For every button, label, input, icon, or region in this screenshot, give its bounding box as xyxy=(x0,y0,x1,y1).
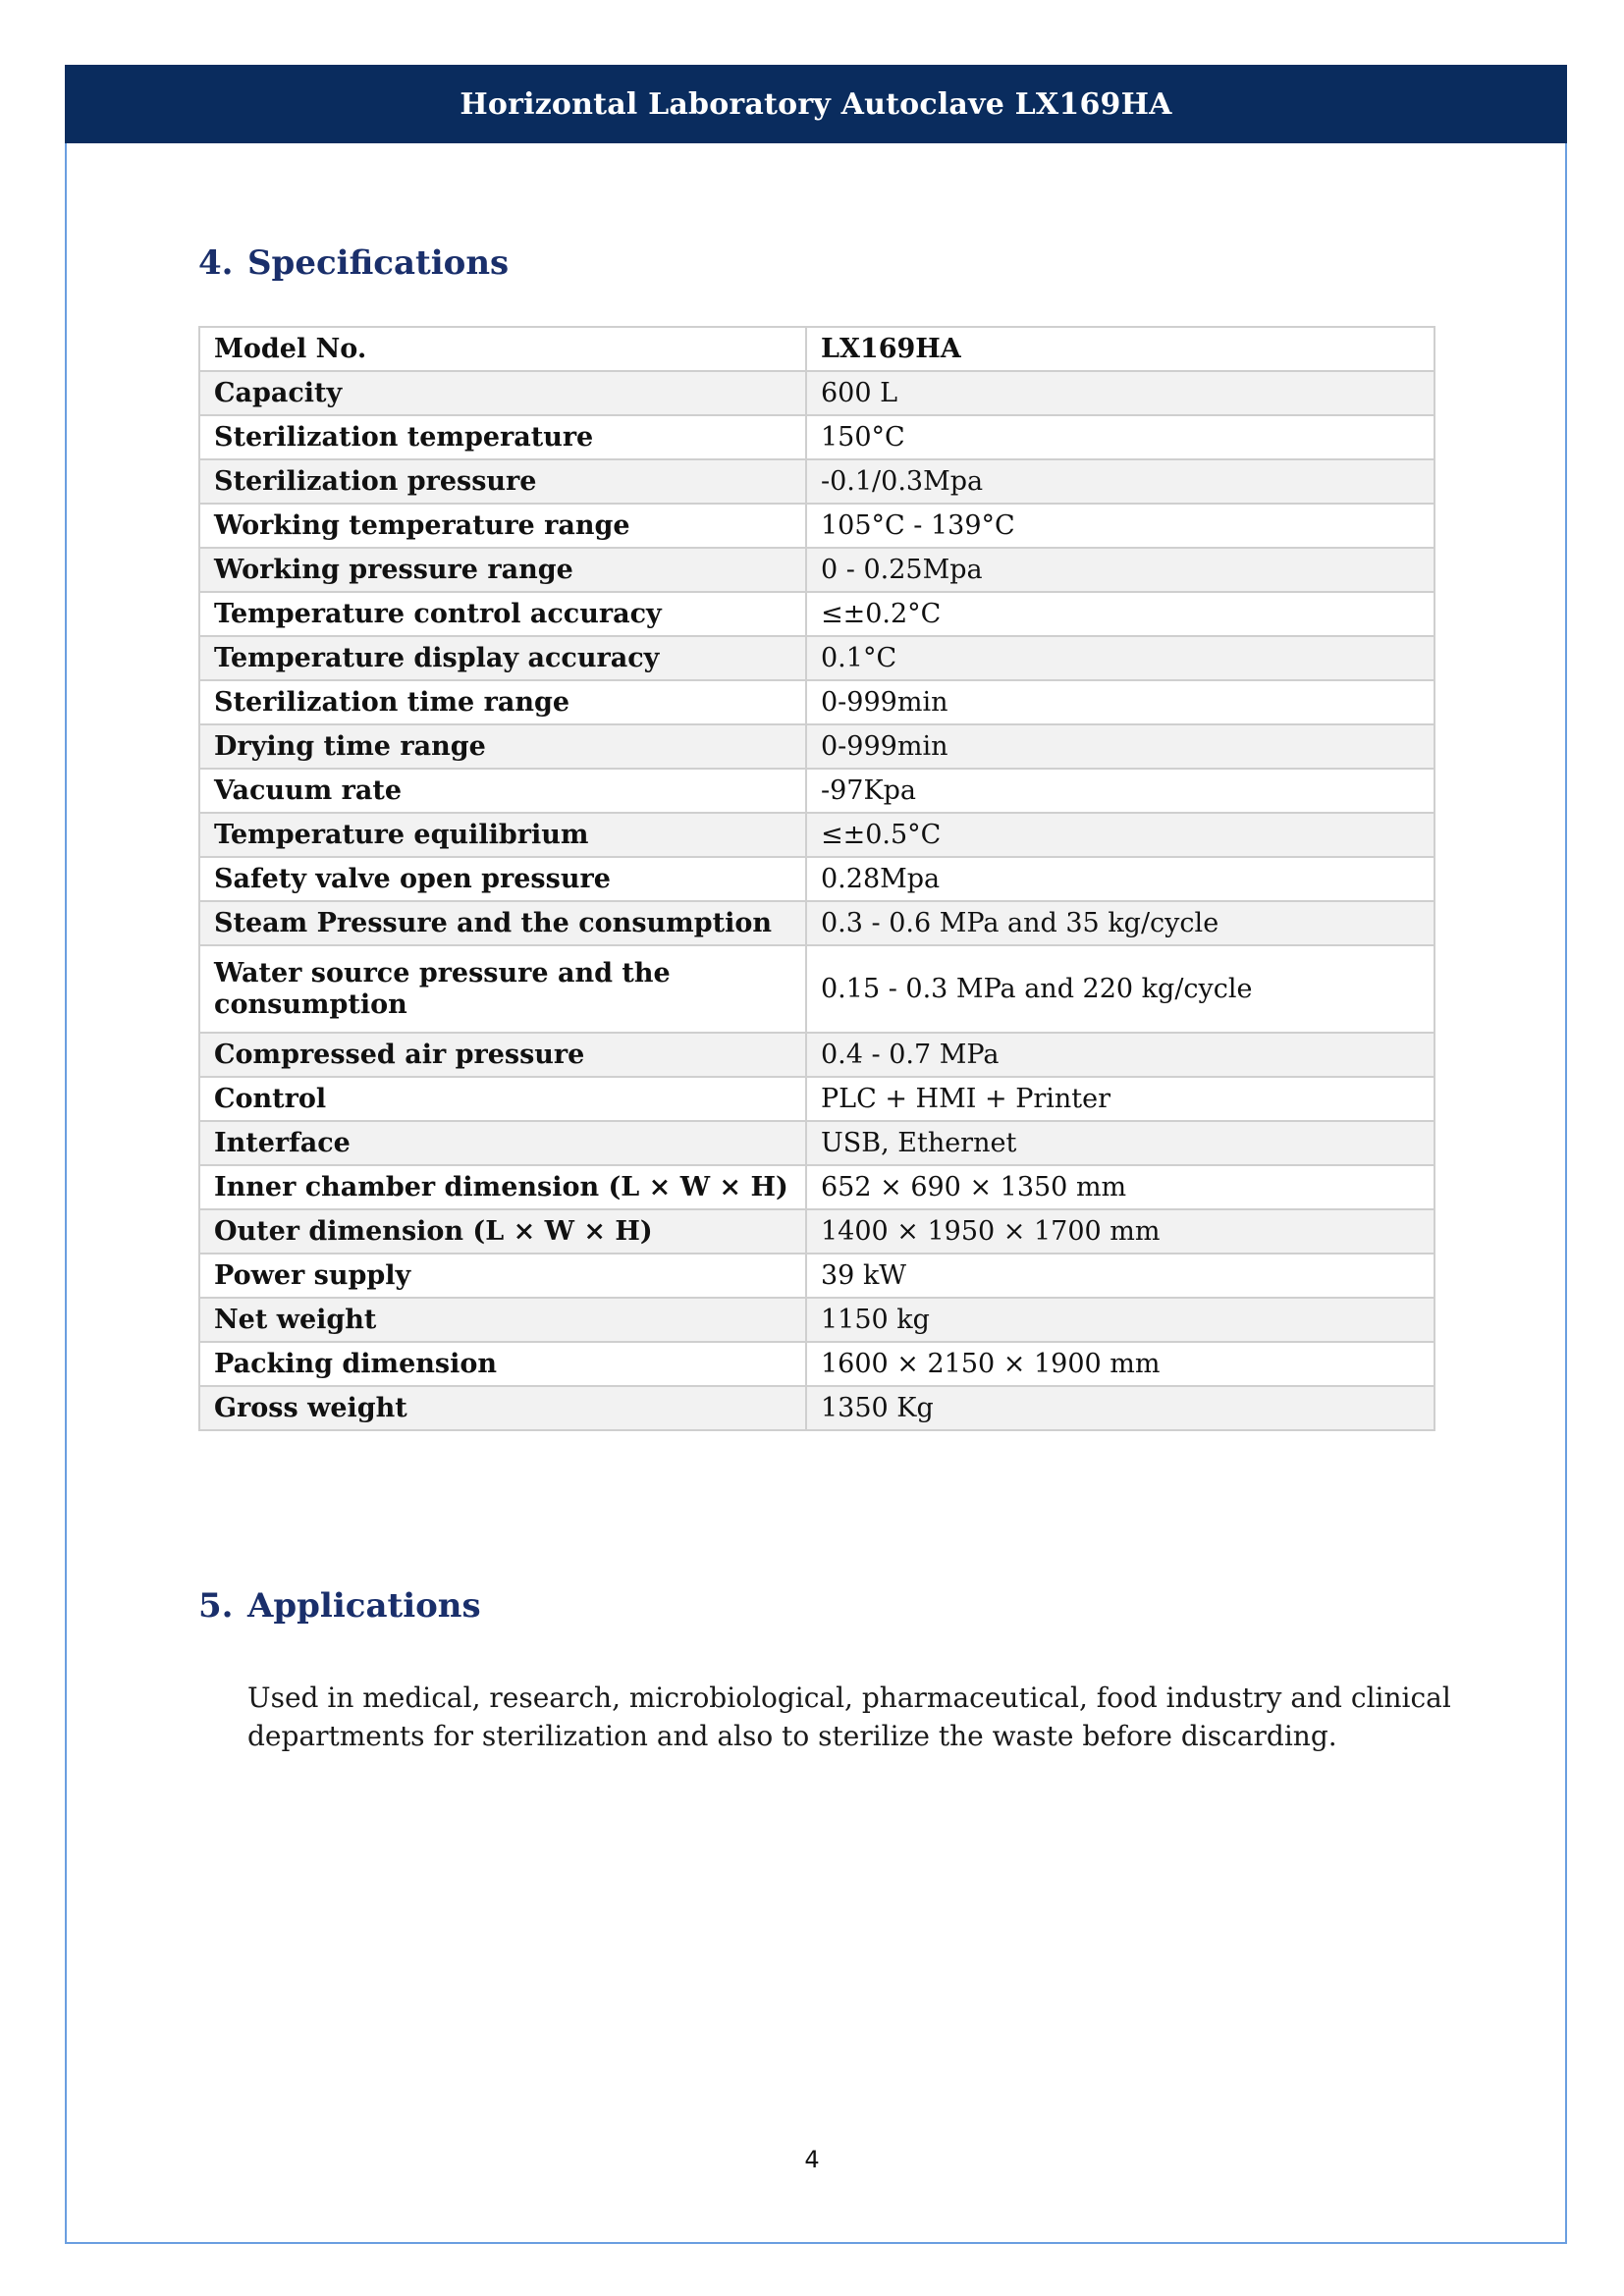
table-row xyxy=(199,636,1435,680)
table-row xyxy=(199,1165,1435,1209)
spec-value: 652 × 690 × 1350 mm xyxy=(806,1165,1435,1209)
table-row xyxy=(199,371,1435,415)
spec-label: Safety valve open pressure xyxy=(199,857,806,901)
page-number: 4 xyxy=(804,2146,820,2173)
spec-label: Sterilization pressure xyxy=(199,459,806,504)
spec-value: -0.1/0.3Mpa xyxy=(806,459,1435,504)
spec-value: 0.1°C xyxy=(806,636,1435,680)
applications-paragraph: Used in medical, research, microbiological, pharmaceutical, food industry and clinical departments for sterilization and also to sterilize the waste before discarding. xyxy=(247,1682,1451,1752)
table-row xyxy=(199,459,1435,504)
spec-label: Inner chamber dimension (L × W × H) xyxy=(199,1165,806,1209)
spec-label: Sterilization time range xyxy=(199,680,806,724)
spec-label: Capacity xyxy=(199,371,806,415)
table-row xyxy=(199,724,1435,769)
spec-label: Temperature control accuracy xyxy=(199,592,806,636)
spec-label: Outer dimension (L × W × H) xyxy=(199,1209,806,1254)
spec-value: 0.4 - 0.7 MPa xyxy=(806,1033,1435,1077)
spec-value: 0.3 - 0.6 MPa and 35 kg/cycle xyxy=(806,901,1435,945)
spec-value: LX169HA xyxy=(806,327,1435,371)
table-row xyxy=(199,1209,1435,1254)
spec-value: ≤±0.5°C xyxy=(806,813,1435,857)
spec-value: USB, Ethernet xyxy=(806,1121,1435,1165)
spec-value: 1400 × 1950 × 1700 mm xyxy=(806,1209,1435,1254)
spec-label: Net weight xyxy=(199,1298,806,1342)
spec-label: Working temperature range xyxy=(199,504,806,548)
table-row xyxy=(199,813,1435,857)
table-row xyxy=(199,1121,1435,1165)
table-row xyxy=(199,1033,1435,1077)
spec-value: 0.15 - 0.3 MPa and 220 kg/cycle xyxy=(806,945,1435,1033)
spec-label: Water source pressure and the consumption xyxy=(199,945,806,1033)
spec-label: Working pressure range xyxy=(199,548,806,592)
spec-label: Model No. xyxy=(199,327,806,371)
table-row xyxy=(199,415,1435,459)
document-title: Horizontal Laboratory Autoclave LX169HA xyxy=(460,86,1172,122)
table-row xyxy=(199,1077,1435,1121)
spec-label: Power supply xyxy=(199,1254,806,1298)
table-row xyxy=(199,504,1435,548)
table-row xyxy=(199,901,1435,945)
spec-value: 1350 Kg xyxy=(806,1386,1435,1430)
spec-label: Vacuum rate xyxy=(199,769,806,813)
spec-value: 0.28Mpa xyxy=(806,857,1435,901)
applications-heading xyxy=(198,1586,481,1626)
spec-value: 0-999min xyxy=(806,680,1435,724)
table-row xyxy=(199,1386,1435,1430)
table-row xyxy=(199,945,1435,1033)
specifications-section-number: 4. xyxy=(198,243,234,283)
spec-label: Packing dimension xyxy=(199,1342,806,1386)
spec-label: Compressed air pressure xyxy=(199,1033,806,1077)
table-row xyxy=(199,592,1435,636)
spec-value: 0-999min xyxy=(806,724,1435,769)
table-row xyxy=(199,327,1435,371)
spec-value: ≤±0.2°C xyxy=(806,592,1435,636)
table-row xyxy=(199,1254,1435,1298)
table-row xyxy=(199,680,1435,724)
table-row xyxy=(199,857,1435,901)
applications-section-number: 5. xyxy=(198,1586,234,1626)
spec-value: 1600 × 2150 × 1900 mm xyxy=(806,1342,1435,1386)
spec-value: 39 kW xyxy=(806,1254,1435,1298)
table-row xyxy=(199,769,1435,813)
spec-label: Control xyxy=(199,1077,806,1121)
spec-value: PLC + HMI + Printer xyxy=(806,1077,1435,1121)
specifications-heading xyxy=(198,243,509,283)
spec-label: Interface xyxy=(199,1121,806,1165)
spec-label: Steam Pressure and the consumption xyxy=(199,901,806,945)
spec-value: 150°C xyxy=(806,415,1435,459)
table-row xyxy=(199,1342,1435,1386)
specifications-section-title: Specifications xyxy=(247,243,510,283)
spec-label: Sterilization temperature xyxy=(199,415,806,459)
spec-value: 600 L xyxy=(806,371,1435,415)
spec-label: Temperature equilibrium xyxy=(199,813,806,857)
specifications-table xyxy=(198,326,1435,1431)
spec-value: 0 - 0.25Mpa xyxy=(806,548,1435,592)
spec-label: Gross weight xyxy=(199,1386,806,1430)
spec-label: Temperature display accuracy xyxy=(199,636,806,680)
applications-section-title: Applications xyxy=(247,1586,481,1626)
spec-label: Drying time range xyxy=(199,724,806,769)
spec-value: 1150 kg xyxy=(806,1298,1435,1342)
header-bar xyxy=(65,65,1567,143)
spec-value: -97Kpa xyxy=(806,769,1435,813)
spec-value: 105°C - 139°C xyxy=(806,504,1435,548)
table-row xyxy=(199,1298,1435,1342)
table-row xyxy=(199,548,1435,592)
